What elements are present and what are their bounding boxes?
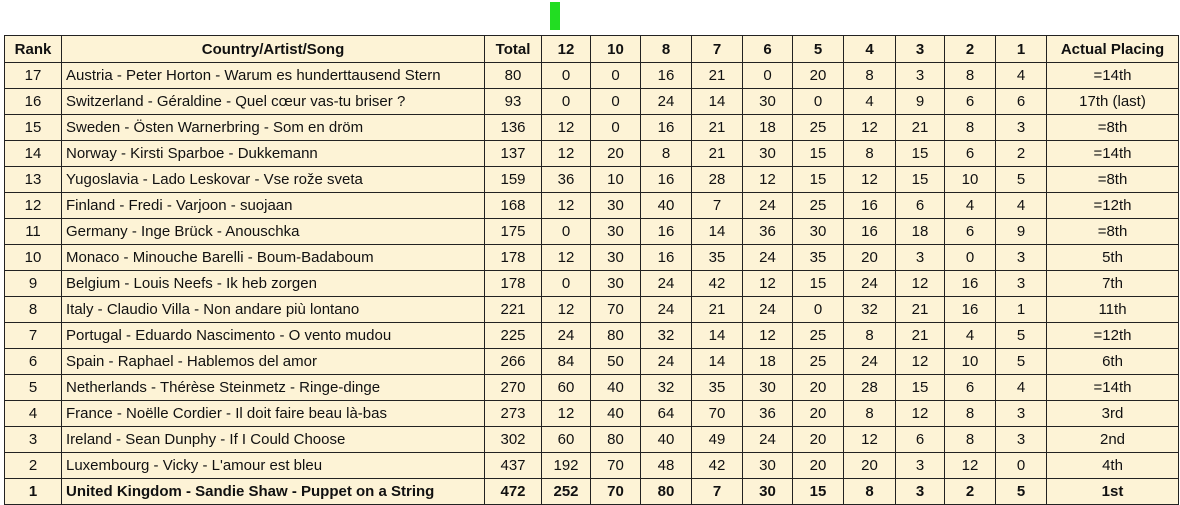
points-1-cell: 3 [996,115,1047,141]
actual-placing-cell: =14th [1047,375,1179,401]
points-4-cell: 8 [844,323,896,349]
points-12-cell: 0 [542,271,591,297]
points-8-cell: 48 [641,453,692,479]
actual-placing-cell: =8th [1047,167,1179,193]
points-2-cell: 8 [945,63,996,89]
points-6-cell: 30 [743,479,793,505]
table-row [5,427,1179,453]
total-cell: 137 [485,141,542,167]
total-cell: 270 [485,375,542,401]
points-6-cell: 18 [743,349,793,375]
points-1-cell: 4 [996,375,1047,401]
points-3-cell: 12 [896,271,945,297]
header-actual-placing: Actual Placing [1047,36,1179,63]
total-cell: 93 [485,89,542,115]
points-3-cell: 12 [896,349,945,375]
points-10-cell: 30 [591,219,641,245]
table-row [5,245,1179,271]
header-total: Total [485,36,542,63]
total-cell: 273 [485,401,542,427]
points-2-cell: 6 [945,219,996,245]
actual-placing-cell: =12th [1047,193,1179,219]
points-2-cell: 8 [945,401,996,427]
points-2-cell: 4 [945,323,996,349]
rank-cell: 13 [5,167,62,193]
points-7-cell: 14 [692,89,743,115]
points-2-cell: 16 [945,297,996,323]
total-cell: 159 [485,167,542,193]
points-7-cell: 21 [692,297,743,323]
points-7-cell: 21 [692,63,743,89]
entry-cell: Spain - Raphael - Hablemos del amor [62,349,485,375]
table-row [5,63,1179,89]
header-7: 7 [692,36,743,63]
actual-placing-cell: =8th [1047,115,1179,141]
table-row [5,453,1179,479]
total-cell: 168 [485,193,542,219]
total-cell: 266 [485,349,542,375]
points-10-cell: 20 [591,141,641,167]
points-10-cell: 30 [591,245,641,271]
points-5-cell: 20 [793,401,844,427]
points-2-cell: 8 [945,115,996,141]
points-2-cell: 8 [945,427,996,453]
points-8-cell: 16 [641,167,692,193]
header-8: 8 [641,36,692,63]
points-1-cell: 1 [996,297,1047,323]
points-10-cell: 10 [591,167,641,193]
points-1-cell: 4 [996,63,1047,89]
points-10-cell: 70 [591,297,641,323]
table-row [5,375,1179,401]
actual-placing-cell: 3rd [1047,401,1179,427]
points-3-cell: 21 [896,323,945,349]
points-12-cell: 252 [542,479,591,505]
entry-cell: Switzerland - Géraldine - Quel cœur vas-tu briser ? [62,89,485,115]
points-6-cell: 24 [743,245,793,271]
table-row [5,89,1179,115]
points-12-cell: 12 [542,401,591,427]
points-3-cell: 18 [896,219,945,245]
table-header [5,36,1179,63]
points-3-cell: 3 [896,63,945,89]
points-4-cell: 12 [844,115,896,141]
entry-cell: Ireland - Sean Dunphy - If I Could Choose [62,427,485,453]
points-4-cell: 24 [844,271,896,297]
points-5-cell: 30 [793,219,844,245]
points-8-cell: 32 [641,323,692,349]
rank-cell: 11 [5,219,62,245]
points-8-cell: 40 [641,193,692,219]
points-1-cell: 2 [996,141,1047,167]
points-10-cell: 30 [591,193,641,219]
points-7-cell: 14 [692,219,743,245]
points-12-cell: 24 [542,323,591,349]
points-1-cell: 9 [996,219,1047,245]
table-row [5,297,1179,323]
points-3-cell: 15 [896,167,945,193]
points-10-cell: 70 [591,479,641,505]
points-6-cell: 24 [743,427,793,453]
points-5-cell: 35 [793,245,844,271]
points-4-cell: 24 [844,349,896,375]
points-5-cell: 0 [793,89,844,115]
points-12-cell: 0 [542,89,591,115]
rank-cell: 15 [5,115,62,141]
green-marker [550,2,560,30]
points-2-cell: 10 [945,349,996,375]
table-row [5,219,1179,245]
points-7-cell: 21 [692,141,743,167]
rank-cell: 4 [5,401,62,427]
points-8-cell: 32 [641,375,692,401]
total-cell: 437 [485,453,542,479]
points-1-cell: 0 [996,453,1047,479]
points-8-cell: 24 [641,349,692,375]
table-row [5,167,1179,193]
rank-cell: 2 [5,453,62,479]
rank-cell: 7 [5,323,62,349]
rank-cell: 1 [5,479,62,505]
actual-placing-cell: 1st [1047,479,1179,505]
points-8-cell: 40 [641,427,692,453]
points-1-cell: 5 [996,167,1047,193]
points-12-cell: 12 [542,115,591,141]
points-8-cell: 16 [641,245,692,271]
points-8-cell: 24 [641,89,692,115]
points-4-cell: 16 [844,219,896,245]
total-cell: 175 [485,219,542,245]
points-7-cell: 42 [692,453,743,479]
points-7-cell: 21 [692,115,743,141]
points-4-cell: 32 [844,297,896,323]
table-row [5,115,1179,141]
points-4-cell: 12 [844,427,896,453]
rank-cell: 6 [5,349,62,375]
points-2-cell: 6 [945,89,996,115]
entry-cell: France - Noëlle Cordier - Il doit faire beau là-bas [62,401,485,427]
header-2: 2 [945,36,996,63]
points-6-cell: 30 [743,141,793,167]
rank-cell: 9 [5,271,62,297]
header-6: 6 [743,36,793,63]
points-3-cell: 3 [896,453,945,479]
entry-cell: Finland - Fredi - Varjoon - suojaan [62,193,485,219]
header-3: 3 [896,36,945,63]
points-5-cell: 25 [793,115,844,141]
entry-cell: Yugoslavia - Lado Leskovar - Vse rože sveta [62,167,485,193]
points-12-cell: 12 [542,141,591,167]
points-5-cell: 20 [793,375,844,401]
points-4-cell: 8 [844,63,896,89]
points-5-cell: 25 [793,323,844,349]
actual-placing-cell: 11th [1047,297,1179,323]
points-6-cell: 0 [743,63,793,89]
points-12-cell: 36 [542,167,591,193]
points-7-cell: 35 [692,245,743,271]
points-8-cell: 16 [641,115,692,141]
points-5-cell: 15 [793,271,844,297]
points-4-cell: 8 [844,141,896,167]
entry-cell: Belgium - Louis Neefs - Ik heb zorgen [62,271,485,297]
total-cell: 225 [485,323,542,349]
points-7-cell: 35 [692,375,743,401]
results-table [4,35,1179,505]
rank-cell: 12 [5,193,62,219]
points-2-cell: 6 [945,141,996,167]
points-2-cell: 4 [945,193,996,219]
points-10-cell: 40 [591,375,641,401]
points-1-cell: 5 [996,323,1047,349]
points-12-cell: 0 [542,219,591,245]
table-row [5,193,1179,219]
points-7-cell: 70 [692,401,743,427]
header-rank: Rank [5,36,62,63]
points-4-cell: 20 [844,245,896,271]
table-body [5,63,1179,505]
points-1-cell: 3 [996,427,1047,453]
actual-placing-cell: 5th [1047,245,1179,271]
points-6-cell: 30 [743,89,793,115]
table-row [5,271,1179,297]
points-6-cell: 36 [743,401,793,427]
points-7-cell: 49 [692,427,743,453]
points-3-cell: 12 [896,401,945,427]
points-6-cell: 12 [743,323,793,349]
points-8-cell: 16 [641,219,692,245]
total-cell: 178 [485,271,542,297]
points-7-cell: 7 [692,479,743,505]
total-cell: 221 [485,297,542,323]
points-7-cell: 14 [692,323,743,349]
points-6-cell: 12 [743,167,793,193]
points-10-cell: 40 [591,401,641,427]
points-7-cell: 14 [692,349,743,375]
points-8-cell: 24 [641,297,692,323]
points-5-cell: 20 [793,453,844,479]
total-cell: 80 [485,63,542,89]
points-10-cell: 80 [591,427,641,453]
actual-placing-cell: 2nd [1047,427,1179,453]
header-4: 4 [844,36,896,63]
actual-placing-cell: =14th [1047,63,1179,89]
total-cell: 178 [485,245,542,271]
entry-cell: Austria - Peter Horton - Warum es hunderttausend Stern [62,63,485,89]
points-4-cell: 12 [844,167,896,193]
total-cell: 302 [485,427,542,453]
points-6-cell: 12 [743,271,793,297]
points-2-cell: 10 [945,167,996,193]
points-10-cell: 70 [591,453,641,479]
points-8-cell: 16 [641,63,692,89]
header-12: 12 [542,36,591,63]
entry-cell: United Kingdom - Sandie Shaw - Puppet on a String [62,479,485,505]
points-1-cell: 3 [996,271,1047,297]
points-7-cell: 7 [692,193,743,219]
points-2-cell: 2 [945,479,996,505]
points-3-cell: 21 [896,115,945,141]
points-10-cell: 30 [591,271,641,297]
points-4-cell: 8 [844,479,896,505]
points-12-cell: 12 [542,245,591,271]
entry-cell: Portugal - Eduardo Nascimento - O vento mudou [62,323,485,349]
points-1-cell: 6 [996,89,1047,115]
points-3-cell: 3 [896,245,945,271]
points-6-cell: 24 [743,193,793,219]
points-12-cell: 12 [542,193,591,219]
points-4-cell: 8 [844,401,896,427]
total-cell: 136 [485,115,542,141]
points-12-cell: 192 [542,453,591,479]
points-10-cell: 0 [591,89,641,115]
points-10-cell: 80 [591,323,641,349]
points-4-cell: 4 [844,89,896,115]
points-2-cell: 16 [945,271,996,297]
total-cell: 472 [485,479,542,505]
rank-cell: 16 [5,89,62,115]
points-5-cell: 20 [793,63,844,89]
rank-cell: 5 [5,375,62,401]
actual-placing-cell: 17th (last) [1047,89,1179,115]
table-row [5,141,1179,167]
header-1: 1 [996,36,1047,63]
points-3-cell: 21 [896,297,945,323]
points-12-cell: 84 [542,349,591,375]
entry-cell: Italy - Claudio Villa - Non andare più lontano [62,297,485,323]
points-5-cell: 20 [793,427,844,453]
points-7-cell: 42 [692,271,743,297]
points-1-cell: 3 [996,245,1047,271]
points-2-cell: 0 [945,245,996,271]
points-3-cell: 9 [896,89,945,115]
points-4-cell: 16 [844,193,896,219]
points-1-cell: 5 [996,349,1047,375]
points-5-cell: 0 [793,297,844,323]
points-6-cell: 36 [743,219,793,245]
rank-cell: 17 [5,63,62,89]
points-6-cell: 24 [743,297,793,323]
points-8-cell: 8 [641,141,692,167]
entry-cell: Netherlands - Thérèse Steinmetz - Ringe-dinge [62,375,485,401]
points-12-cell: 12 [542,297,591,323]
entry-cell: Germany - Inge Brück - Anouschka [62,219,485,245]
table-row [5,349,1179,375]
actual-placing-cell: =8th [1047,219,1179,245]
points-10-cell: 50 [591,349,641,375]
points-3-cell: 6 [896,427,945,453]
points-8-cell: 64 [641,401,692,427]
points-1-cell: 5 [996,479,1047,505]
points-12-cell: 60 [542,375,591,401]
points-7-cell: 28 [692,167,743,193]
points-5-cell: 25 [793,349,844,375]
entry-cell: Luxembourg - Vicky - L'amour est bleu [62,453,485,479]
table-row [5,323,1179,349]
points-3-cell: 15 [896,375,945,401]
points-5-cell: 15 [793,167,844,193]
rank-cell: 3 [5,427,62,453]
actual-placing-cell: 6th [1047,349,1179,375]
points-5-cell: 15 [793,479,844,505]
actual-placing-cell: 7th [1047,271,1179,297]
points-6-cell: 18 [743,115,793,141]
points-8-cell: 80 [641,479,692,505]
points-12-cell: 60 [542,427,591,453]
points-12-cell: 0 [542,63,591,89]
points-2-cell: 12 [945,453,996,479]
points-5-cell: 15 [793,141,844,167]
points-10-cell: 0 [591,115,641,141]
rank-cell: 10 [5,245,62,271]
points-8-cell: 24 [641,271,692,297]
points-6-cell: 30 [743,375,793,401]
actual-placing-cell: =12th [1047,323,1179,349]
header-5: 5 [793,36,844,63]
entry-cell: Sweden - Östen Warnerbring - Som en dröm [62,115,485,141]
points-3-cell: 6 [896,193,945,219]
header-row [5,36,1179,63]
header-country-artist-song: Country/Artist/Song [62,36,485,63]
points-6-cell: 30 [743,453,793,479]
table-row [5,479,1179,505]
points-1-cell: 3 [996,401,1047,427]
rank-cell: 14 [5,141,62,167]
entry-cell: Norway - Kirsti Sparboe - Dukkemann [62,141,485,167]
points-2-cell: 6 [945,375,996,401]
points-3-cell: 15 [896,141,945,167]
points-10-cell: 0 [591,63,641,89]
points-3-cell: 3 [896,479,945,505]
points-5-cell: 25 [793,193,844,219]
points-4-cell: 28 [844,375,896,401]
table-row [5,401,1179,427]
rank-cell: 8 [5,297,62,323]
points-1-cell: 4 [996,193,1047,219]
header-10: 10 [591,36,641,63]
actual-placing-cell: =14th [1047,141,1179,167]
points-4-cell: 20 [844,453,896,479]
actual-placing-cell: 4th [1047,453,1179,479]
entry-cell: Monaco - Minouche Barelli - Boum-Badaboum [62,245,485,271]
